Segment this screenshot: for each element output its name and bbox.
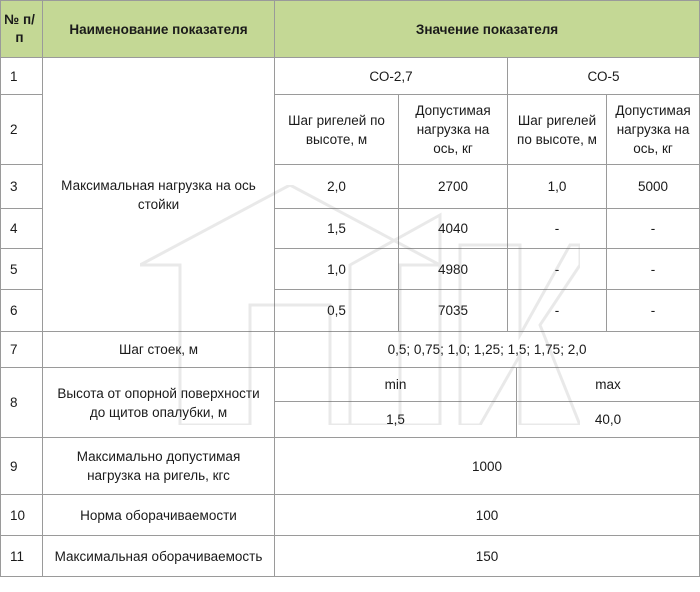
height-max-label: max [517,368,700,402]
row-number: 3 [1,165,43,209]
co27-load: 4040 [399,209,508,249]
co5-load: - [607,249,700,290]
row-number: 9 [1,438,43,495]
co5-label: СО-5 [508,58,700,95]
max-turnover-value: 150 [275,536,700,577]
row-7 [1,332,700,368]
co5-load: - [607,209,700,249]
header-row [1,1,700,58]
co5-step: 1,0 [508,165,607,209]
row-number: 6 [1,290,43,332]
header-name: Наименование показателя [43,1,275,58]
row-number: 2 [1,95,43,165]
height-label: Высота от опорной поверхности до щитов опалубки, м [43,368,275,438]
turnover-norm-label: Норма оборачиваемости [43,495,275,536]
co5-load: 5000 [607,165,700,209]
co27-load-header: Допустимая нагрузка на ось, кг [399,95,508,165]
row-number: 7 [1,332,43,368]
max-beam-load-label: Максимально допустимая нагрузка на ригель, кгс [43,438,275,495]
height-max-value: 40,0 [517,402,700,438]
header-value: Значение показателя [275,1,700,58]
max-turnover-label: Максимальная оборачиваемость [43,536,275,577]
row-number: 11 [1,536,43,577]
row-9 [1,438,700,495]
co27-step: 0,5 [275,290,399,332]
post-step-label: Шаг стоек, м [43,332,275,368]
height-min-value: 1,5 [275,402,517,438]
co27-step-header: Шаг ригелей по высоте, м [275,95,399,165]
co5-step: - [508,209,607,249]
co27-label: СО-2,7 [275,58,508,95]
row-number: 8 [1,368,43,438]
co27-step: 2,0 [275,165,399,209]
co5-step: - [508,290,607,332]
header-num: № п/п [1,1,43,58]
row-number: 1 [1,58,43,95]
row-number: 10 [1,495,43,536]
co5-load-header: Допустимая нагрузка на ось, кг [607,95,700,165]
co27-step: 1,5 [275,209,399,249]
co27-load: 4980 [399,249,508,290]
row-11 [1,536,700,577]
turnover-norm-value: 100 [275,495,700,536]
row-1 [1,58,700,95]
row-number: 5 [1,249,43,290]
max-beam-load-value: 1000 [275,438,700,495]
height-min-label: min [275,368,517,402]
max-load-label: Максимальная нагрузка на ось стойки [43,58,275,332]
co5-load: - [607,290,700,332]
co27-load: 2700 [399,165,508,209]
co5-step-header: Шаг ригелей по высоте, м [508,95,607,165]
row-number: 4 [1,209,43,249]
row-8 [1,368,700,402]
co5-step: - [508,249,607,290]
co27-load: 7035 [399,290,508,332]
co27-step: 1,0 [275,249,399,290]
row-10 [1,495,700,536]
post-step-value: 0,5; 0,75; 1,0; 1,25; 1,5; 1,75; 2,0 [275,332,700,368]
